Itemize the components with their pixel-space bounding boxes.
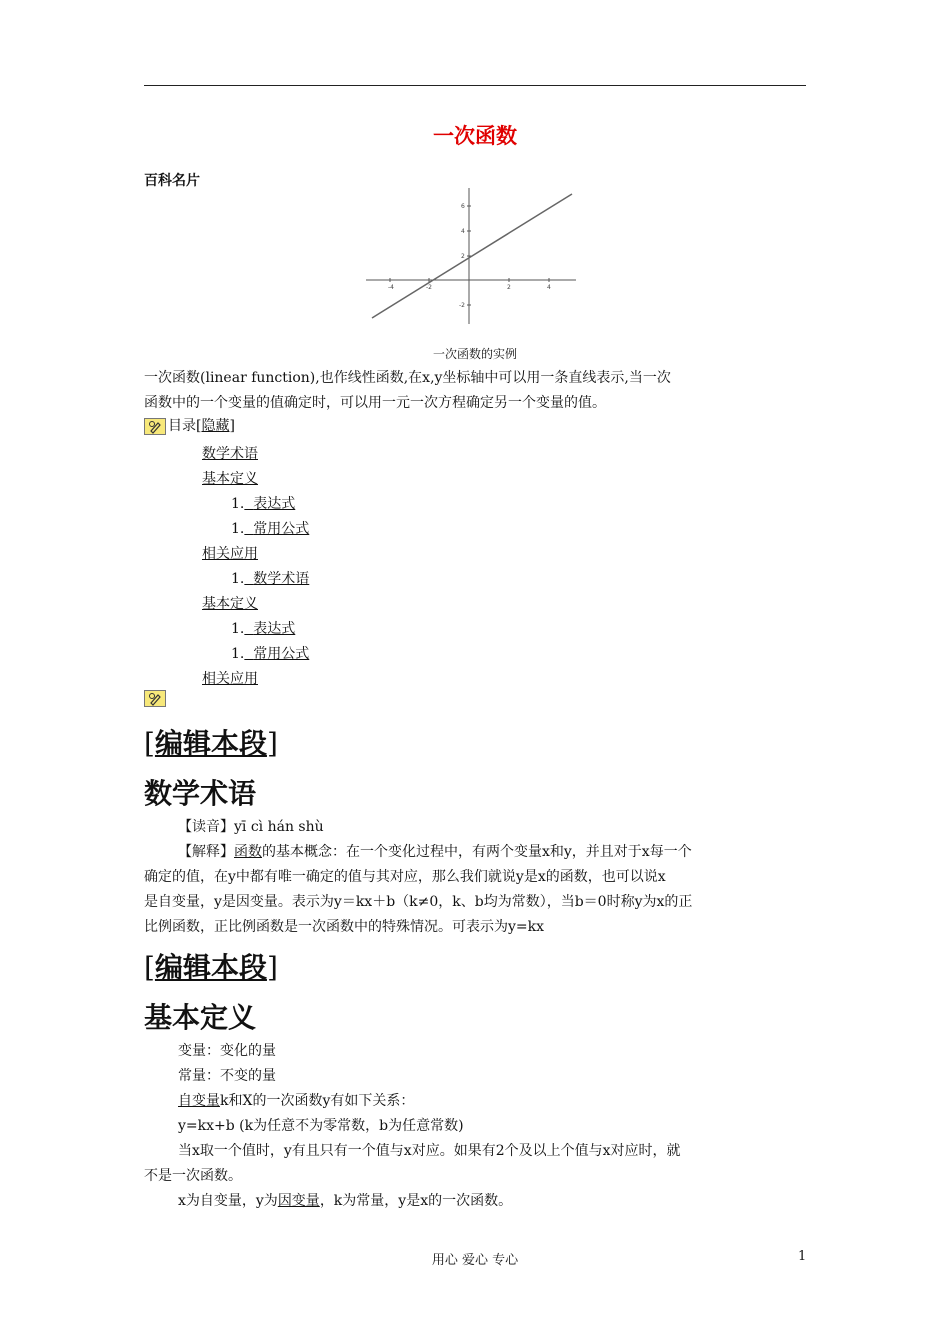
line-graph-figure [362, 186, 580, 326]
y-tick-label: 4 [461, 228, 465, 235]
explain-line-1: 【解释】函数的基本概念：在一个变化过程中，有两个变量x和y，并且对于x每一个 [178, 844, 692, 860]
page-title: 一次函数 [433, 124, 517, 148]
definition-line-2: 常量：不变的量 [178, 1068, 276, 1084]
edit-section-link[interactable]: 编辑本段 [154, 951, 267, 984]
toc-item[interactable]: 相关应用 [202, 546, 258, 562]
explain-line-3: 是自变量，y是因变量。表示为y＝kx＋b（k≠0，k、b均为常数），当b＝0时称y为x的正 [144, 894, 693, 910]
intro-line-2: 函数中的一个变量的值确定时，可以用一元一次方程确定另一个变量的值。 [144, 395, 606, 411]
explain-line-4: 比例函数，正比例函数是一次函数中的特殊情况。可表示为y=kx [144, 919, 545, 935]
definition-line-5: 当x取一个值时，y有且只有一个值与x对应。如果有2个及以上个值与x对应时，就 [178, 1143, 681, 1159]
toc-subitem[interactable]: 1. 常用公式 [231, 646, 310, 662]
function-link[interactable]: 函数 [234, 844, 262, 860]
section-heading-definition: 基本定义 [144, 1001, 257, 1034]
definition-line-6: 不是一次函数。 [144, 1168, 242, 1184]
toc-subitem[interactable]: 1. 数学术语 [231, 571, 310, 587]
toc-icon[interactable] [144, 418, 166, 435]
toc-label: 目录[ [168, 418, 202, 434]
toc-subitem[interactable]: 1. 表达式 [231, 621, 296, 637]
toc-header [144, 415, 235, 437]
toc-item[interactable]: 数学术语 [202, 446, 258, 462]
edit-section-2: [编辑本段] [144, 951, 278, 984]
toc-item[interactable]: 基本定义 [202, 471, 258, 487]
edit-section-link[interactable]: 编辑本段 [154, 727, 267, 760]
figure-caption: 一次函数的实例 [432, 347, 517, 361]
definition-line-1: 变量：变化的量 [178, 1043, 276, 1059]
toc-subitem[interactable]: 1. 常用公式 [231, 521, 310, 537]
definition-line-7: x为自变量，y为因变量，k为常量，y是x的一次函数。 [178, 1193, 513, 1209]
intro-line-1: 一次函数(linear function),也作线性函数,在x,y坐标轴中可以用一条直线表示,当一次 [144, 370, 671, 386]
y-tick-label: 6 [461, 203, 465, 210]
reading-line: 【读音】yī cì hán shù [178, 819, 324, 835]
toc-item[interactable]: 基本定义 [202, 596, 258, 612]
explain-line-2: 确定的值，在y中都有唯一确定的值与其对应，那么我们就说y是x的函数，也可以说x [144, 869, 666, 885]
page-footer: 用心 爱心 专心 [431, 1253, 519, 1268]
card-label: 百科名片 [144, 173, 200, 189]
y-tick-label: -2 [459, 302, 465, 309]
page-number: 1 [798, 1249, 807, 1264]
toc-item[interactable]: 相关应用 [202, 671, 258, 687]
x-tick-label: 4 [547, 284, 551, 291]
toc-icon-bottom[interactable] [144, 690, 166, 707]
definition-line-3: 自变量k和X的一次函数y有如下关系： [178, 1093, 415, 1109]
header-rule [144, 85, 806, 86]
independent-variable-link[interactable]: 自变量 [178, 1093, 220, 1109]
y-tick-label: 2 [461, 253, 465, 260]
x-tick-label: -2 [426, 284, 432, 291]
toc-hide-link[interactable]: 隐藏 [201, 418, 230, 434]
edit-section-1: [编辑本段] [144, 727, 278, 760]
section-heading-terms: 数学术语 [144, 777, 257, 810]
toc-close: ] [229, 418, 235, 434]
x-tick-label: -4 [388, 284, 394, 291]
dependent-variable-link[interactable]: 因变量 [277, 1193, 320, 1209]
definition-line-4: y=kx+b (k为任意不为零常数，b为任意常数) [178, 1118, 464, 1134]
toc-subitem[interactable]: 1. 表达式 [231, 496, 296, 512]
x-tick-label: 2 [507, 284, 511, 291]
